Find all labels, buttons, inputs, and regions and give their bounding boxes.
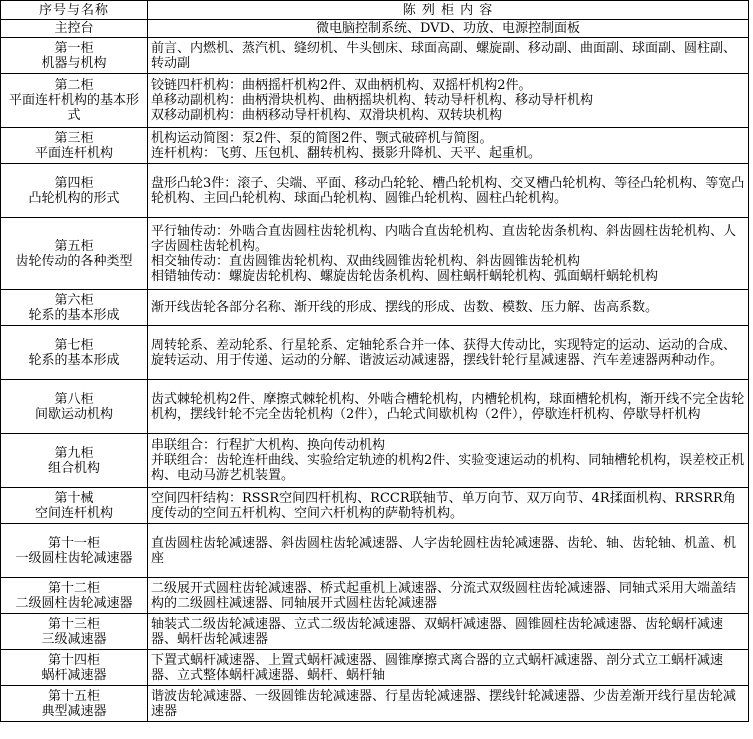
exhibit-content xyxy=(148,128,749,164)
table-row xyxy=(1,290,749,326)
content-line: 下置式蜗杆减速器、上置式蜗杆减速器、圆锥摩擦式离合器的立式蜗杆减速器、剖分式立工蜗杆减速器、立式整体蜗杆减速器、蜗杆、蜗杆轴 xyxy=(151,652,724,683)
table-row xyxy=(1,164,749,218)
exhibit-name xyxy=(1,434,148,488)
exhibit-name xyxy=(1,74,148,128)
cabinet-number: 第七柜 xyxy=(54,337,94,353)
exhibit-name xyxy=(1,524,148,578)
cabinet-number: 第四柜 xyxy=(54,175,94,191)
exhibit-name xyxy=(1,164,148,218)
content-line: 空间四杆结构：RSSR空间四杆机构、RCCR联轴节、单万向节、双万向节、4R揉面机构、RRSRR角度传动的空间五杆机构、空间六杆机构的萨勒特机构。 xyxy=(151,490,736,521)
cabinet-title: 蜗杆减速器 xyxy=(41,667,107,683)
content-line: 连杆机构：飞剪、压包机、翻转机构、摄影升降机、天平、起重机。 xyxy=(151,145,542,161)
content-line: 周转轮系、差动轮系、行星轮系、定轴轮系合并一体、获得大传动比，实现特定的运动、运动的合成、旋转运动、用于传递、运动的分解、谐波运动减速器，摆线针轮行星减速器、汽车差速器两种动作。 xyxy=(151,337,737,368)
exhibit-name xyxy=(1,218,148,290)
cabinet-title: 典型减速器 xyxy=(41,703,107,719)
cabinet-number: 第十二柜 xyxy=(47,580,100,596)
header-name: 序号与名称 xyxy=(1,1,148,20)
exhibit-content xyxy=(148,434,749,488)
content-line: 齿式棘轮机构2件、摩擦式棘轮机构、外啮合槽轮机构，内槽轮机构，球面槽轮机构，渐开线不完全齿轮机构，摆线针轮不完全齿轮机构（2件），凸轮式间歇机构（2件），停歇连杆机构、停歇导杆机构 xyxy=(151,391,745,422)
exhibit-content xyxy=(148,686,749,722)
exhibit-name xyxy=(1,290,148,326)
cabinet-number: 第八柜 xyxy=(54,391,94,407)
exhibit-content xyxy=(148,524,749,578)
cabinet-number: 第六柜 xyxy=(54,292,94,308)
table-row xyxy=(1,650,749,686)
exhibit-name xyxy=(1,578,148,614)
content-line: 直齿圆柱齿轮减速器、斜齿圆柱齿轮减速器、人字齿轮圆柱齿轮减速器、齿轮、轴、齿轮轴、机盖、机座 xyxy=(151,535,737,566)
cabinet-number: 第十四柜 xyxy=(47,652,100,668)
content-line: 机构运动简图：泵2件、泵的简图2件、颚式破碎机与简图。 xyxy=(151,130,493,146)
cabinet-title: 轮系的基本形成 xyxy=(28,352,120,368)
content-line: 谐波齿轮减速器、一级圆锥齿轮减速器、行星齿轮减速器、摆线针轮减速器、少齿差渐开线行星齿轮减速器 xyxy=(151,688,737,719)
cabinet-title: 凸轮机构的形式 xyxy=(28,190,120,206)
table-row xyxy=(1,218,749,290)
exhibit-name xyxy=(1,380,148,434)
header-content: 陈 列 柜 内 容 xyxy=(148,1,749,20)
table-row xyxy=(1,686,749,722)
table-row xyxy=(1,488,749,524)
exhibit-name xyxy=(1,650,148,686)
table-row xyxy=(1,614,749,650)
cabinet-number: 第十械 xyxy=(54,490,94,506)
exhibit-content xyxy=(148,20,749,38)
exhibit-content xyxy=(148,164,749,218)
exhibit-content xyxy=(148,578,749,614)
table-row xyxy=(1,524,749,578)
content-line: 并联组合：齿轮连杆曲线、实验给定轨迹的机构2件、实验变速运动的机构、同轴槽轮机构，误差校正机构、电动马游艺机装置。 xyxy=(151,453,745,483)
cabinet-title: 一级圆柱齿轮减速器 xyxy=(15,550,133,566)
table-row xyxy=(1,326,749,380)
table-row xyxy=(1,128,749,164)
cabinet-title: 平面连杆机构的基本形式 xyxy=(8,93,139,123)
exhibit-name xyxy=(1,614,148,650)
cabinet-number: 第一柜 xyxy=(54,40,94,56)
cabinet-title: 组合机构 xyxy=(47,460,100,476)
content-line: 串联组合：行程扩大机构、换向传动机构 xyxy=(151,438,386,453)
table-row xyxy=(1,578,749,614)
content-line: 渐开线齿轮各部分名称、渐开线的形成、摆线的形成、齿数、模数、压力解、齿高系数。 xyxy=(151,300,659,315)
exhibit-name xyxy=(1,20,148,38)
cabinet-number: 第十三柜 xyxy=(47,616,100,632)
exhibit-name xyxy=(1,38,148,74)
table-row xyxy=(1,380,749,434)
cabinet-title: 二级圆柱齿轮减速器 xyxy=(15,595,133,611)
cabinet-number: 第五柜 xyxy=(54,238,94,254)
cabinet-number: 第十一柜 xyxy=(47,535,100,551)
exhibit-content xyxy=(148,650,749,686)
cabinet-title: 三级减速器 xyxy=(41,631,107,647)
cabinet-number: 第九柜 xyxy=(54,445,94,461)
exhibit-content xyxy=(148,488,749,524)
content-line: 相交轴传动：直齿圆锥齿轮机构、双曲线圆锥齿轮机构、斜齿圆锥齿轮机构 xyxy=(151,253,581,269)
exhibit-content xyxy=(148,380,749,434)
table-row xyxy=(1,20,749,38)
content-line: 二级展开式圆柱齿轮减速器、桥式起重机上减速器、分流式双级圆柱齿轮减速器、同轴式采用大端盖结构的二级圆柱减速器、同轴展开式圆柱齿轮减速器 xyxy=(151,580,737,611)
exhibit-name xyxy=(1,326,148,380)
content-line: 相错轴传动：螺旋齿轮机构、螺旋齿轮齿条机构、圆柱蜗杆蜗轮机构、弧面蜗杆蜗轮机构 xyxy=(151,268,659,284)
cabinet-number: 主控台 xyxy=(54,21,94,36)
exhibit-content xyxy=(148,74,749,128)
table-row xyxy=(1,74,749,128)
exhibit-content xyxy=(148,38,749,74)
table-row xyxy=(1,434,749,488)
cabinet-title: 平面连杆机构 xyxy=(34,145,113,161)
cabinet-title: 机器与机构 xyxy=(41,55,107,71)
content-line: 单移动副机构：曲柄滑块机构、曲柄摇块机构、转动导杆机构、移动导杆机构 xyxy=(151,93,594,108)
cabinet-title: 轮系的基本形成 xyxy=(28,307,120,323)
header-row xyxy=(1,1,749,20)
content-line: 盘形凸轮3件：滚子、尖端、平面、移动凸轮轮、槽凸轮机构、交叉槽凸轮机构、等径凸轮机构、等宽凸轮机构、主回凸轮机构、球面凸轮机构、圆锥凸轮机构、圆柱凸轮机构。 xyxy=(151,175,745,206)
content-line: 铰链四杆机构：曲柄摇杆机构2件、双曲柄机构、双摇杆机构2件。 xyxy=(151,78,532,93)
exhibit-content xyxy=(148,614,749,650)
cabinet-number: 第十五柜 xyxy=(47,688,100,704)
exhibit-name xyxy=(1,128,148,164)
content-line: 微电脑控制系统、DVD、功放、电源控制面板 xyxy=(315,21,580,36)
cabinet-title: 间歇运动机构 xyxy=(34,406,113,422)
content-line: 平行轴传动：外啮合直齿圆柱齿轮机构、内啮合直齿轮机构、直齿轮齿条机构、斜齿圆柱齿轮机构、人字齿圆柱齿轮机构。 xyxy=(151,223,737,254)
cabinet-title: 齿轮传动的各种类型 xyxy=(15,253,133,269)
cabinet-title: 空间连杆机构 xyxy=(34,505,113,521)
exhibit-name xyxy=(1,686,148,722)
cabinet-number: 第二柜 xyxy=(54,78,94,93)
cabinet-number: 第三柜 xyxy=(54,130,94,146)
exhibit-name xyxy=(1,488,148,524)
table-row xyxy=(1,38,749,74)
content-line: 双移动副机构：曲柄移动导杆机构、双滑块机构、双转块机构 xyxy=(151,108,503,123)
exhibit-content xyxy=(148,218,749,290)
exhibit-content xyxy=(148,326,749,380)
content-line: 轴装式二级齿轮减速器、立式二级齿轮减速器、双蜗杆减速器、圆锥圆柱齿轮减速器、齿轮蜗杆减速器、蜗杆齿轮减速器 xyxy=(151,616,724,647)
exhibit-content xyxy=(148,290,749,326)
content-line: 前言、内燃机、蒸汽机、缝纫机、牛头刨床、球面高副、螺旋副、移动副、曲面副、球面副、圆柱副、转动副 xyxy=(151,40,737,71)
